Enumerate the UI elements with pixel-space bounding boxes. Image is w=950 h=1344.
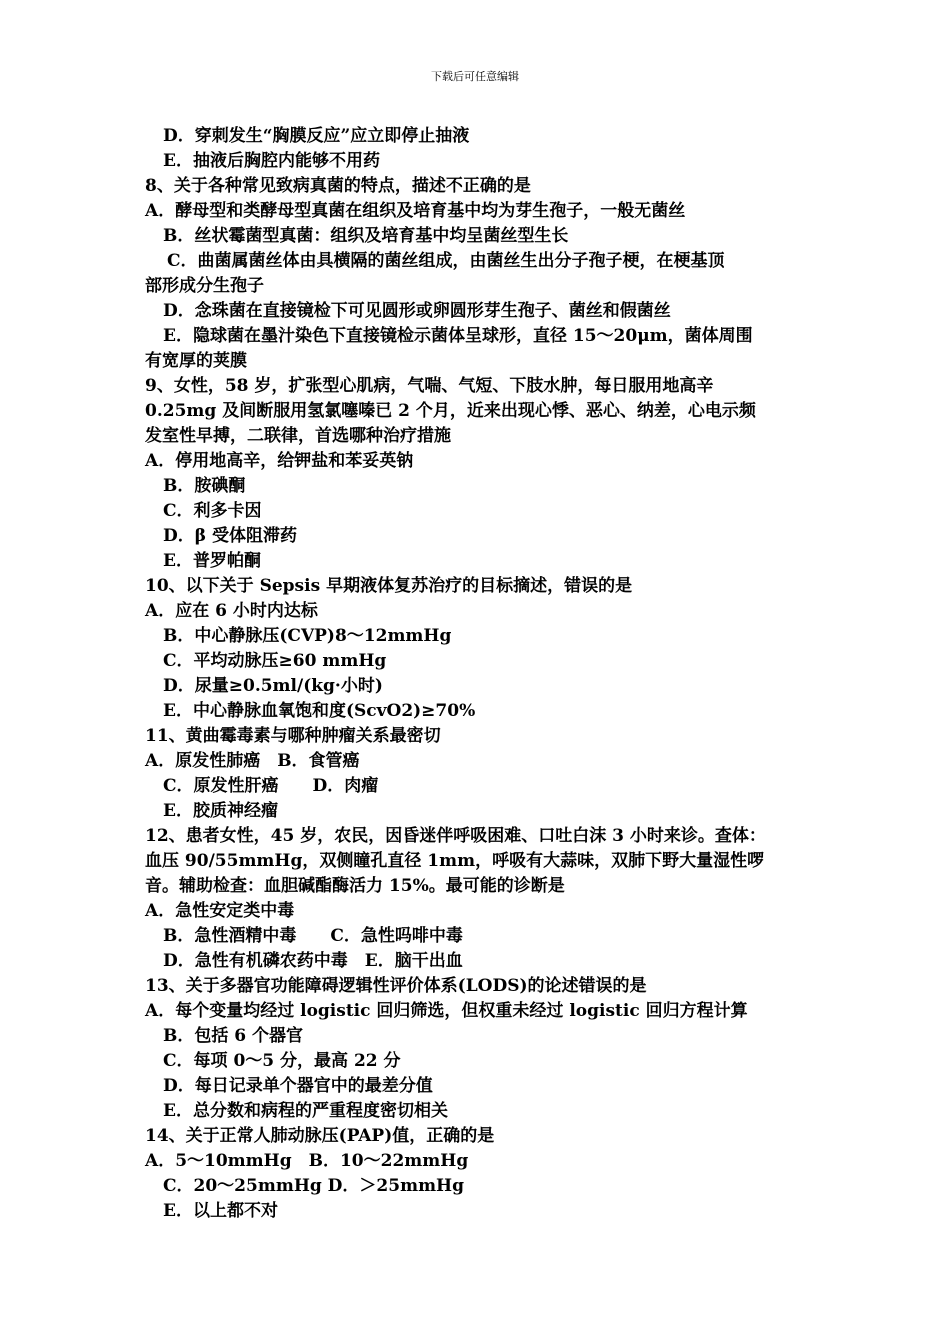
text-line: C．利多卡因	[163, 501, 262, 521]
text-line: C．平均动脉压≥60 mmHg	[163, 651, 387, 671]
text-line: D．β 受体阻滞药	[163, 526, 297, 546]
text-line: D．每日记录单个器官中的最差分值	[163, 1076, 433, 1096]
text-line: 12、患者女性，45 岁，农民，因昏迷伴呼吸困难、口吐白沫 3 小时来诊。查体：	[145, 826, 766, 846]
text-line: A．原发性肺癌 B．食管癌	[145, 751, 360, 771]
text-line: 13、关于多器官功能障碍逻辑性评价体系(LODS)的论述错误的是	[145, 976, 647, 996]
text-line: A．5～10mmHg B．10～22mmHg	[145, 1151, 469, 1171]
text-line: E．隐球菌在墨汁染色下直接镜检示菌体呈球形，直径 15～20μm，菌体周围	[163, 326, 753, 346]
text-line: 10、以下关于 Sepsis 早期液体复苏治疗的目标摘述，错误的是	[145, 576, 633, 596]
text-line: D．急性有机磷农药中毒 E．脑干出血	[163, 951, 463, 971]
text-line: 有宽厚的荚膜	[145, 351, 247, 371]
text-line: 血压 90/55mmHg，双侧瞳孔直径 1mm，呼吸有大蒜味，双肺下野大量湿性啰	[145, 851, 765, 871]
text-line: A．停用地高辛，给钾盐和苯妥英钠	[145, 451, 414, 471]
text-line: 部形成分生孢子	[145, 276, 264, 296]
page-header: 下载后可任意编辑	[431, 70, 519, 83]
text-line: 11、黄曲霉毒素与哪种肿瘤关系最密切	[145, 726, 441, 746]
text-line: C．每项 0～5 分，最高 22 分	[163, 1051, 401, 1071]
text-line: 音。辅助检查：血胆碱酯酶活力 15%。最可能的诊断是	[145, 876, 565, 896]
text-line: D．穿刺发生“胸膜反应”应立即停止抽液	[163, 126, 470, 146]
text-line: C．曲菌属菌丝体由具横隔的菌丝组成，由菌丝生出分子孢子梗，在梗基顶	[167, 251, 725, 271]
text-line: B．丝状霉菌型真菌：组织及培育基中均呈菌丝型生长	[163, 226, 569, 246]
text-line: E．中心静脉血氧饱和度(ScvO2)≥70%	[163, 701, 476, 721]
text-line: C．原发性肝癌 D．肉瘤	[163, 776, 379, 796]
text-line: B．中心静脉压(CVP)8～12mmHg	[163, 626, 452, 646]
text-line: B．急性酒精中毒 C．急性吗啡中毒	[163, 926, 463, 946]
text-line: 9、女性，58 岁，扩张型心肌病，气喘、气短、下肢水肿，每日服用地高辛	[145, 376, 714, 396]
text-line: B．包括 6 个器官	[163, 1026, 304, 1046]
text-line: A．酵母型和类酵母型真菌在组织及培育基中均为芽生孢子，一般无菌丝	[145, 201, 686, 221]
text-line: B．胺碘酮	[163, 476, 246, 496]
text-line: E．以上都不对	[163, 1201, 278, 1221]
text-line: A．每个变量均经过 logistic 回归筛选，但权重未经过 logistic 回归方程计算	[145, 1001, 748, 1021]
text-line: 8、关于各种常见致病真菌的特点，描述不正确的是	[145, 176, 531, 196]
text-line: 发室性早搏，二联律，首选哪种治疗措施	[145, 426, 451, 446]
text-line: E．抽液后胸腔内能够不用药	[163, 151, 380, 171]
document-body	[145, 124, 825, 1224]
text-line: D．尿量≥0.5ml/(kg·小时)	[163, 676, 383, 696]
text-line: A．应在 6 小时内达标	[145, 601, 318, 621]
text-line: E．总分数和病程的严重程度密切相关	[163, 1101, 448, 1121]
text-line: E．胶质神经瘤	[163, 801, 278, 821]
text-line: 0.25mg 及间断服用氢氯噻嗪已 2 个月，近来出现心悸、恶心、纳差，心电示频	[145, 401, 756, 421]
text-line: D．念珠菌在直接镜检下可见圆形或卵圆形芽生孢子、菌丝和假菌丝	[163, 301, 671, 321]
text-line: E．普罗帕酮	[163, 551, 261, 571]
text-line: 14、关于正常人肺动脉压(PAP)值，正确的是	[145, 1126, 495, 1146]
text-line: A．急性安定类中毒	[145, 901, 295, 921]
text-line: C．20～25mmHg D．＞25mmHg	[163, 1176, 465, 1196]
